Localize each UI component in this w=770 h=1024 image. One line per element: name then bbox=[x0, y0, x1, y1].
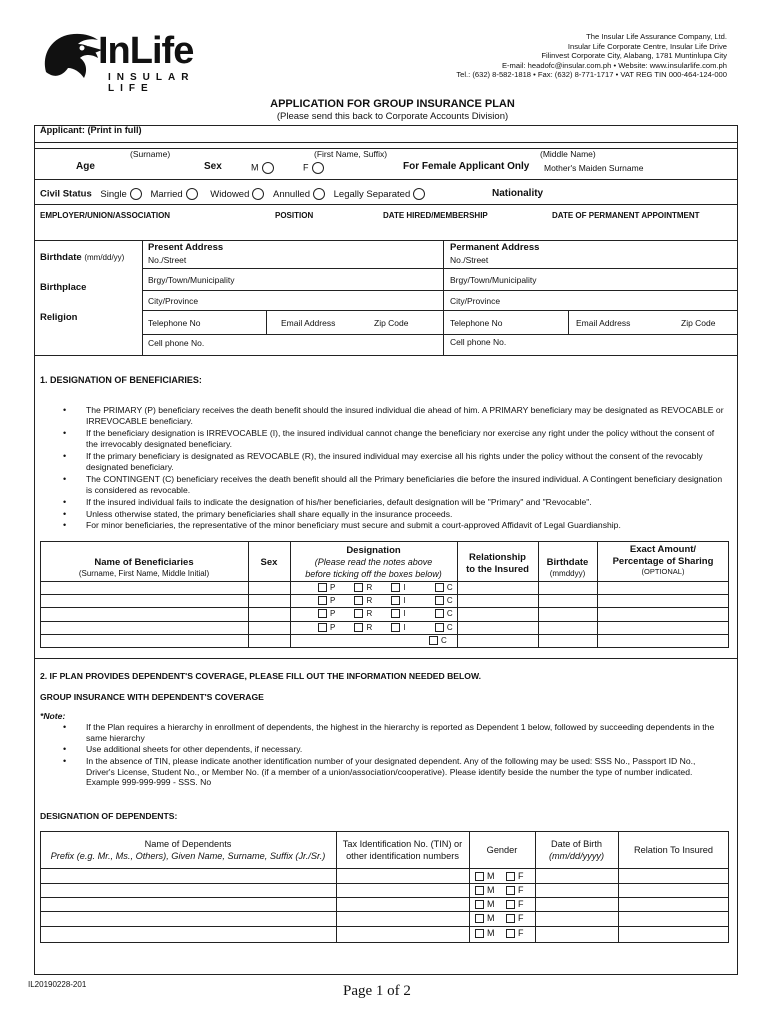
sec2-bullet-3: In the absence of TIN, please indicate another identification number of your designated dependent. Any of the following may be used: SSS No., Passport ID No., Driver's License, Student No., or Member No. (if a member of a union/association/cooperative). Please identify beside the number the type of number indicated. Example 999-999-999 - SSS. No bbox=[86, 756, 696, 787]
female-option[interactable]: F bbox=[506, 885, 524, 895]
section1-title: 1. DESIGNATION OF BENEFICIARIES: bbox=[40, 375, 202, 385]
bullet-icon: • bbox=[63, 405, 67, 415]
col-beneficiary-name: Name of Beneficiaries bbox=[94, 557, 194, 568]
male-option[interactable]: M bbox=[475, 928, 495, 938]
company-logo bbox=[38, 28, 238, 94]
form-subtitle: (Please send this back to Corporate Accounts Division) bbox=[276, 111, 509, 122]
male-option[interactable]: M bbox=[475, 871, 495, 881]
company-info bbox=[456, 32, 727, 80]
checkbox-icon bbox=[391, 623, 400, 632]
r-option[interactable]: R bbox=[354, 623, 372, 632]
checkbox-icon bbox=[354, 583, 363, 592]
checkbox-icon bbox=[435, 596, 444, 605]
radio-circle-icon bbox=[130, 188, 142, 200]
sec1-bullet-4: The CONTINGENT (C) beneficiary receives the death benefit should all the Primary beneficiaries die before the insured individual. A Contingent beneficiary designation is considered as revocable. bbox=[86, 474, 723, 495]
c-option[interactable]: C bbox=[435, 609, 453, 618]
bullet-icon: • bbox=[63, 744, 67, 754]
checkbox-icon bbox=[506, 900, 515, 909]
checkbox-icon bbox=[391, 583, 400, 592]
present-address-label: Present Address bbox=[148, 242, 224, 253]
logo-subtitle: INSULAR LIFE bbox=[108, 72, 195, 94]
checkbox-icon bbox=[435, 609, 444, 618]
sec1-bullet-6: Unless otherwise stated, the primary beneficiaries shall share equally in the insurance proceeds. bbox=[86, 509, 453, 519]
permanent-cell-label: Cell phone No. bbox=[450, 337, 507, 347]
checkbox-icon bbox=[475, 929, 484, 938]
religion-label: Religion bbox=[40, 312, 78, 323]
col-tin: Tax Identification No. (TIN) or bbox=[342, 839, 463, 849]
present-street-label: No./Street bbox=[148, 255, 187, 265]
sec1-bullet-5: If the insured individual fails to indicate the designation of his/her beneficiaries, default designation will be "Primary" and "Revocable". bbox=[86, 497, 592, 507]
position-label: POSITION bbox=[275, 211, 314, 220]
widowed-option[interactable]: Widowed bbox=[210, 189, 264, 200]
designation-row-5 bbox=[429, 636, 447, 645]
surname-label: (Surname) bbox=[130, 149, 171, 159]
section2-title: 2. IF PLAN PROVIDES DEPENDENT'S COVERAGE, PLEASE FILL OUT THE INFORMATION NEEDED BELOW. bbox=[40, 671, 481, 681]
female-only-label: For Female Applicant Only bbox=[403, 161, 530, 172]
nationality-label: Nationality bbox=[492, 188, 544, 199]
radio-circle-icon bbox=[262, 162, 274, 174]
col-dob: Date of Birth bbox=[550, 839, 603, 849]
sec1-bullet-2: If the beneficiary designation is IRREVOCABLE (I), the insured individual cannot change the beneficiary nor exercise any right under the policy without the consent of the irrevocably designated beneficiary. bbox=[86, 428, 715, 449]
col-dob-sub: (mm/dd/yyyy) bbox=[548, 851, 605, 861]
male-option[interactable]: M bbox=[475, 913, 495, 923]
middle-name-label: (Middle Name) bbox=[540, 149, 596, 159]
company-phones: Tel.: (632) 8-582-1818 • Fax: (632) 8-771-1717 • VAT REG TIN 000-464-124-000 bbox=[456, 70, 727, 80]
logo-wordmark: InLife bbox=[98, 30, 194, 72]
radio-circle-icon bbox=[252, 188, 264, 200]
company-address-2: Filinvest Corporate City, Alabang, 1781 Muntinlupa City bbox=[541, 51, 727, 61]
col-gender: Gender bbox=[486, 845, 518, 855]
i-option[interactable]: I bbox=[391, 583, 405, 592]
checkbox-icon bbox=[354, 609, 363, 618]
bullet-icon: • bbox=[63, 756, 67, 766]
checkbox-icon bbox=[475, 886, 484, 895]
permanent-address-label: Permanent Address bbox=[450, 242, 540, 253]
first-name-label: (First Name, Suffix) bbox=[314, 149, 388, 159]
checkbox-icon bbox=[318, 583, 327, 592]
designation-row-3 bbox=[318, 609, 453, 618]
bullet-icon: • bbox=[63, 722, 67, 732]
note-label: *Note: bbox=[40, 711, 66, 721]
applicant-label: Applicant: (Print in full) bbox=[40, 125, 142, 135]
section2-subtitle: GROUP INSURANCE WITH DEPENDENT'S COVERAGE bbox=[40, 692, 264, 702]
checkbox-icon bbox=[391, 609, 400, 618]
col-birthdate-sub: (mmddyy) bbox=[549, 569, 586, 578]
checkbox-icon bbox=[506, 929, 515, 938]
col-dependent-name-sub: Prefix (e.g. Mr., Ms., Others), Given Name, Surname, Suffix (Jr./Sr.) bbox=[50, 851, 326, 861]
permanent-email-label: Email Address bbox=[576, 318, 631, 328]
permanent-city-label: City/Province bbox=[450, 296, 501, 306]
female-option[interactable]: F bbox=[506, 928, 524, 938]
checkbox-icon bbox=[475, 914, 484, 923]
sec2-bullet-1: If the Plan requires a hierarchy in enrollment of dependents, the highest in the hierarchy is reported as Dependent 1 below, followed by succeeding dependents in the same hierarchy bbox=[86, 722, 715, 743]
bullet-icon: • bbox=[63, 497, 67, 507]
female-option[interactable]: F bbox=[506, 899, 524, 909]
birthdate-label: Birthdate (mm/dd/yy) bbox=[40, 252, 125, 263]
gender-row-4 bbox=[475, 913, 524, 923]
checkbox-icon bbox=[429, 636, 438, 645]
designation-row-4 bbox=[318, 623, 453, 632]
annulled-option[interactable]: Annulled bbox=[273, 189, 325, 200]
checkbox-icon bbox=[475, 900, 484, 909]
permanent-telephone-label: Telephone No bbox=[450, 318, 503, 328]
col-relationship: Relationship to the Insured bbox=[466, 552, 529, 575]
civil-status-row bbox=[40, 188, 425, 200]
c-option[interactable]: C bbox=[429, 636, 447, 645]
col-relation: Relation To Insured bbox=[634, 845, 713, 855]
radio-circle-icon bbox=[313, 188, 325, 200]
c-option[interactable]: C bbox=[435, 623, 453, 632]
col-designation: Designation bbox=[346, 545, 401, 556]
checkbox-icon bbox=[506, 886, 515, 895]
present-cell-label: Cell phone No. bbox=[148, 338, 205, 348]
checkbox-icon bbox=[318, 623, 327, 632]
civil-status-label: Civil Status bbox=[40, 188, 92, 200]
p-option[interactable]: P bbox=[318, 623, 335, 632]
company-name: The Insular Life Assurance Company, Ltd. bbox=[586, 32, 727, 41]
form-code: IL20190228-201 bbox=[28, 980, 87, 989]
present-zip-label: Zip Code bbox=[374, 318, 409, 328]
checkbox-icon bbox=[506, 872, 515, 881]
col-amount-sub: (OPTIONAL) bbox=[641, 567, 685, 576]
present-email-label: Email Address bbox=[281, 318, 336, 328]
sec1-bullet-1: The PRIMARY (P) beneficiary receives the death benefit should the insured individual die ahead of him. A PRIMARY beneficiary may be designated as REVOCABLE or IRREVOCABLE beneficiary. bbox=[86, 405, 724, 426]
checkbox-icon bbox=[435, 623, 444, 632]
gender-row-5 bbox=[475, 928, 524, 938]
p-option[interactable]: P bbox=[318, 596, 335, 605]
designation-dependents-title: DESIGNATION OF DEPENDENTS: bbox=[40, 811, 178, 821]
checkbox-icon bbox=[354, 596, 363, 605]
checkbox-icon bbox=[506, 914, 515, 923]
maiden-name-label: Mother's Maiden Surname bbox=[544, 163, 644, 173]
gender-row-2 bbox=[475, 885, 524, 895]
col-designation-sub2: before ticking off the boxes below) bbox=[305, 569, 442, 579]
checkbox-icon bbox=[475, 872, 484, 881]
employer-label: EMPLOYER/UNION/ASSOCIATION bbox=[40, 211, 171, 220]
permanent-brgy-label: Brgy/Town/Municipality bbox=[450, 275, 537, 285]
form-title: APPLICATION FOR GROUP INSURANCE PLAN bbox=[270, 98, 515, 110]
checkbox-icon bbox=[391, 596, 400, 605]
r-option[interactable]: R bbox=[354, 596, 372, 605]
birthplace-label: Birthplace bbox=[40, 282, 87, 293]
p-option[interactable]: P bbox=[318, 609, 335, 618]
r-option[interactable]: R bbox=[354, 583, 372, 592]
designation-row-1 bbox=[318, 583, 453, 592]
date-permanent-label: DATE OF PERMANENT APPOINTMENT bbox=[552, 211, 700, 220]
c-option[interactable]: C bbox=[435, 583, 453, 592]
gender-row-3 bbox=[475, 899, 524, 909]
bullet-icon: • bbox=[63, 520, 67, 530]
present-telephone-label: Telephone No bbox=[148, 318, 201, 328]
permanent-zip-label: Zip Code bbox=[681, 318, 716, 328]
present-brgy-label: Brgy/Town/Municipality bbox=[148, 275, 235, 285]
sec1-bullet-3: If the primary beneficiary is designated as REVOCABLE (R), the insured individual may exercise all his rights under the policy without the consent of the revocably designated beneficiary. bbox=[86, 451, 703, 472]
bullet-icon: • bbox=[63, 509, 67, 519]
checkbox-icon bbox=[318, 596, 327, 605]
bullet-icon: • bbox=[63, 474, 67, 484]
col-amount: Exact Amount/ Percentage of Sharing bbox=[612, 544, 714, 567]
c-option[interactable]: C bbox=[435, 596, 453, 605]
p-option[interactable]: P bbox=[318, 583, 335, 592]
r-option[interactable]: R bbox=[354, 609, 372, 618]
present-city-label: City/Province bbox=[148, 296, 199, 306]
col-beneficiary-name-sub: (Surname, First Name, Middle Initial) bbox=[78, 569, 210, 578]
company-contact: E-mail: headofc@insular.com.ph • Website: www.insularlife.com.ph bbox=[501, 60, 727, 70]
designation-row-2 bbox=[318, 596, 453, 605]
male-option[interactable]: M bbox=[475, 899, 495, 909]
gender-row-1 bbox=[475, 871, 524, 881]
bullet-icon: • bbox=[63, 451, 67, 461]
age-label: Age bbox=[76, 161, 95, 172]
married-option[interactable]: Married bbox=[150, 189, 197, 200]
sex-label: Sex bbox=[204, 161, 222, 172]
col-tin-sub: other identification numbers bbox=[346, 851, 459, 861]
radio-circle-icon bbox=[186, 188, 198, 200]
female-option[interactable]: F bbox=[506, 871, 524, 881]
date-hired-label: DATE HIRED/MEMBERSHIP bbox=[383, 211, 488, 220]
company-address-1: Insular Life Corporate Centre, Insular Life Drive bbox=[567, 41, 727, 51]
i-option[interactable]: I bbox=[391, 596, 405, 605]
i-option[interactable]: I bbox=[391, 623, 405, 632]
col-sex: Sex bbox=[260, 557, 278, 568]
sec2-bullet-2: Use additional sheets for other dependents, if necessary. bbox=[86, 744, 303, 754]
male-option[interactable]: M bbox=[475, 885, 495, 895]
sex-male-option[interactable]: M bbox=[251, 162, 274, 174]
checkbox-icon bbox=[435, 583, 444, 592]
col-dependent-name: Name of Dependents bbox=[144, 839, 232, 849]
col-designation-sub1: (Please read the notes above bbox=[314, 557, 433, 567]
page-number: Page 1 of 2 bbox=[343, 983, 411, 999]
legally-separated-option[interactable]: Legally Separated bbox=[334, 189, 426, 200]
female-option[interactable]: F bbox=[506, 913, 524, 923]
single-option[interactable]: Single bbox=[100, 189, 141, 200]
radio-circle-icon bbox=[312, 162, 324, 174]
permanent-street-label: No./Street bbox=[450, 255, 489, 265]
checkbox-icon bbox=[318, 609, 327, 618]
checkbox-icon bbox=[354, 623, 363, 632]
col-birthdate: Birthdate bbox=[546, 557, 589, 568]
bullet-icon: • bbox=[63, 428, 67, 438]
i-option[interactable]: I bbox=[391, 609, 405, 618]
radio-circle-icon bbox=[413, 188, 425, 200]
sec1-bullet-7: For minor beneficiaries, the representative of the minor beneficiary must secure and submit a court-approved Affidavit of Legal Guardianship. bbox=[86, 520, 621, 530]
sex-female-option[interactable]: F bbox=[303, 162, 324, 174]
